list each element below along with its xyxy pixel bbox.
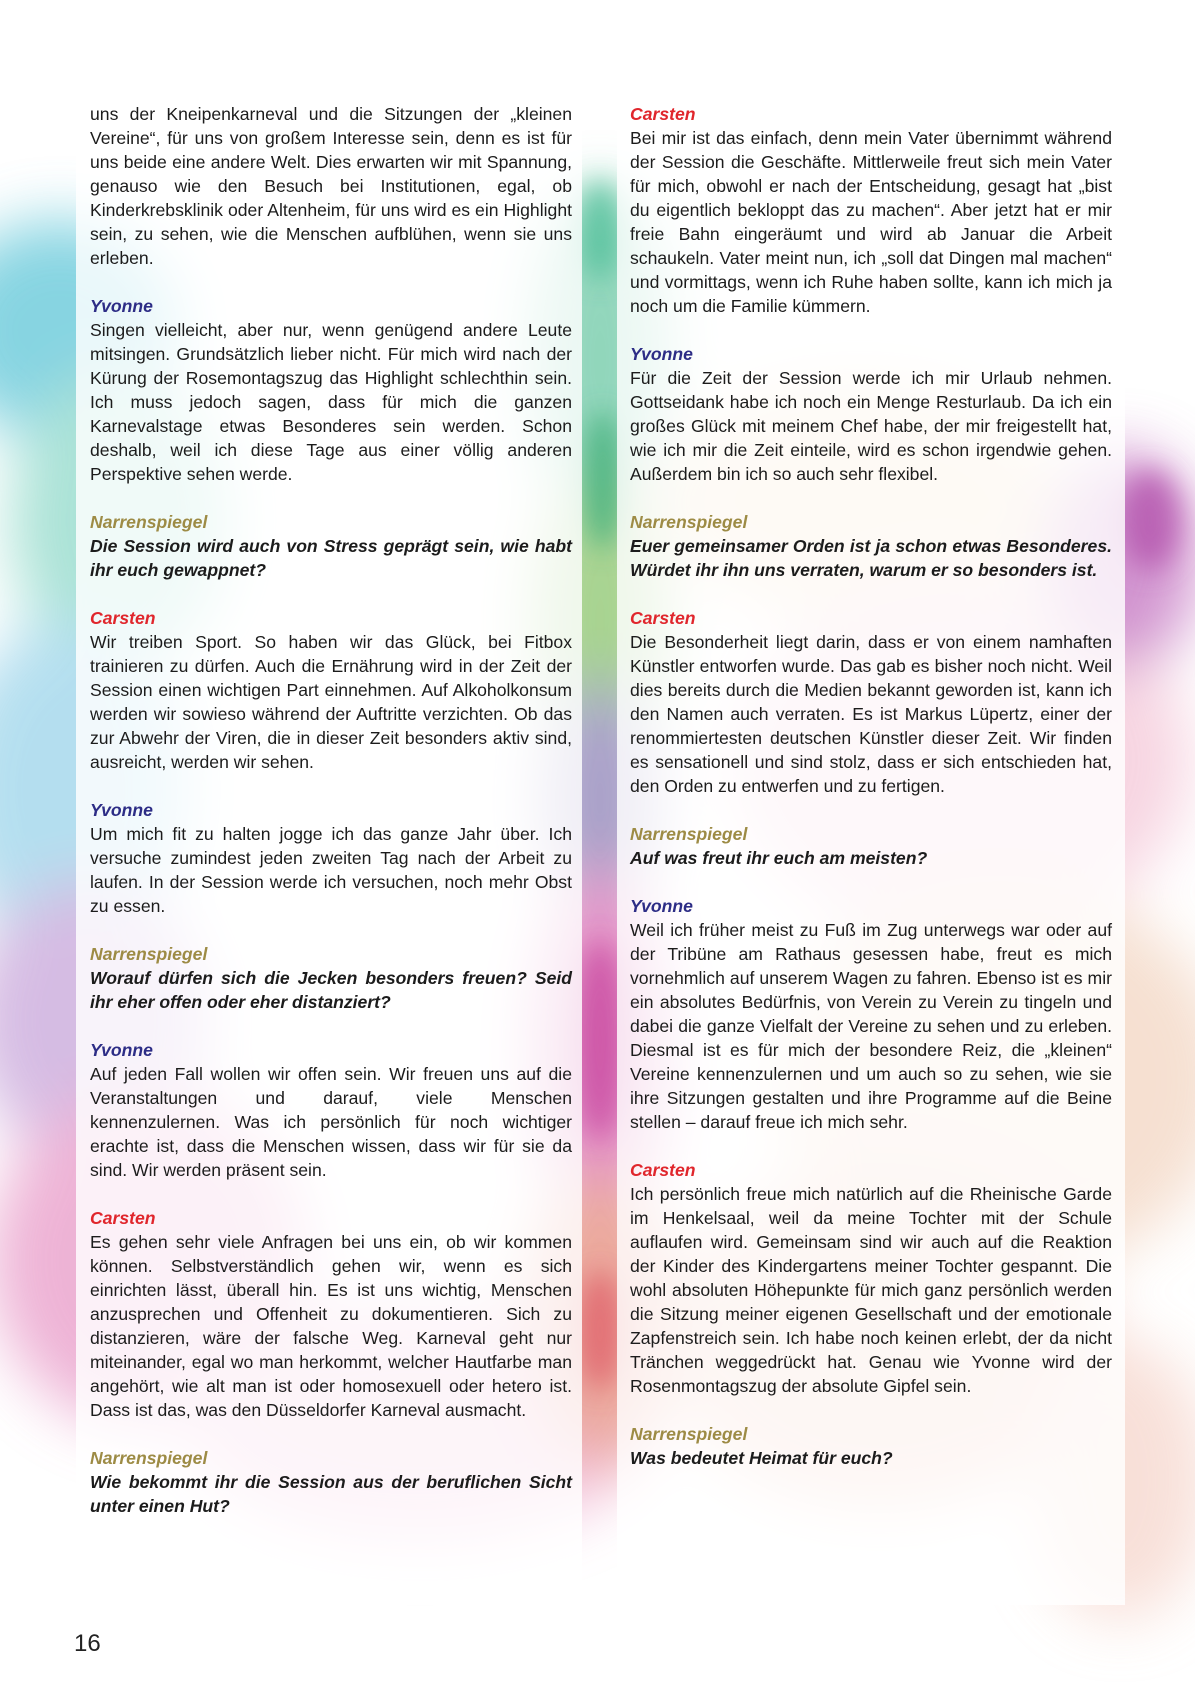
speaker-name: Narrenspiegel (630, 824, 748, 844)
speaker-name: Yvonne (630, 896, 693, 916)
question-text: Wie bekommt ihr die Session aus der beruflichen Sicht unter einen Hut? (90, 1472, 572, 1516)
answer-block (630, 606, 1112, 798)
right-column (630, 102, 1112, 1494)
answer-text: Um mich fit zu halten jogge ich das ganze Jahr über. Ich versuche zumindest jeden zweiten Tag nach der Arbeit zu laufen. In der Session werde ich versuchen, noch mehr Obst zu essen. (90, 824, 572, 916)
answer-block (90, 1038, 572, 1182)
speaker-name: Carsten (630, 104, 696, 124)
question-block (90, 510, 572, 582)
answer-text: Für die Zeit der Session werde ich mir Urlaub nehmen. Gottseidank habe ich noch ein Menge Resturlaub. Da ich ein großes Glück mit meinem Chef habe, der mir freigestellt hat, wie ich mir die Zeit einteile, wird es schon irgendwie gehen. Außerdem bin ich so auch sehr flexibel. (630, 368, 1112, 484)
paragraph-text: uns der Kneipenkarneval und die Sitzungen der „kleinen Vereine“, für uns von großem Interesse sein, denn es ist für uns beide eine andere Welt. Dies erwarten wir mit Spannung, genauso wie den Besuch bei Institutionen, egal, ob Kinderkrebsklinik oder Altenheim, für uns wird es ein Highlight sein, zu sehen, wie die Menschen aufblühen, wenn sie uns erleben. (90, 104, 572, 268)
speaker-name: Carsten (630, 1160, 696, 1180)
answer-text: Wir treiben Sport. So haben wir das Glück, bei Fitbox trainieren zu dürfen. Auch die Ernährung wird in der Zeit der Session einen wichtigen Part einnehmen. Auf Alkoholkonsum werden wir sowieso während der Auftritte verzichten. Ob das zur Abwehr der Viren, die in dieser Zeit besonders aktiv sind, ausreicht, werden wir sehen. (90, 632, 572, 772)
answer-block (630, 1158, 1112, 1398)
answer-text: Es gehen sehr viele Anfragen bei uns ein, ob wir kommen können. Selbstverständlich gehen wir, wenn es sich einrichten lässt, überall hin. Es ist uns wichtig, Menschen anzusprechen und Offenheit zu dokumentieren. Sich zu distanzieren, wäre der falsche Weg. Karneval geht nur miteinander, egal wo man herkommt, welcher Hautfarbe man angehört, wie alt man ist oder homosexuell oder hetero ist. Dass ist das, was den Düsseldorfer Karneval ausmacht. (90, 1232, 572, 1420)
answer-text: Weil ich früher meist zu Fuß im Zug unterwegs war oder auf der Tribüne am Rathaus gesessen habe, freut es mich vornehmlich auf unserem Wagen zu fahren. Ebenso ist es mir ein absolutes Bedürfnis, von Verein zu Verein zu tingeln und dabei die ganze Vielfalt der Vereine zu sehen und zu erleben. Diesmal ist es für mich der besondere Reiz, die „kleinen“ Vereine kennenzulernen und um auch so zu sehen, wie sie ihre Sitzungen gestalten und ihre Programme auf die Beine stellen – darauf freue ich mich sehr. (630, 920, 1112, 1132)
answer-block (90, 798, 572, 918)
question-text: Auf was freut ihr euch am meisten? (630, 848, 928, 868)
speaker-name: Yvonne (90, 1040, 153, 1060)
answer-text: Singen vielleicht, aber nur, wenn genügend andere Leute mitsingen. Grundsätzlich lieber nicht. Für mich wird nach der Kürung der Rosemontagszug das Highlight schlechthin sein. Ich muss jedoch sagen, dass für mich die ganzen Karnevalstage etwas Besonderes sein werden. Schon deshalb, weil ich diese Tage aus einer völlig anderen Perspektive sehen werde. (90, 320, 572, 484)
speaker-name: Yvonne (630, 344, 693, 364)
question-text: Die Session wird auch von Stress geprägt sein, wie habt ihr euch gewappnet? (90, 536, 572, 580)
speaker-name: Narrenspiegel (90, 1448, 208, 1468)
answer-text: Die Besonderheit liegt darin, dass er von einem namhaften Künstler entworfen wurde. Das gab es bisher noch nicht. Weil dies bereits durch die Medien bekannt geworden ist, kann ich den Namen auch verraten. Es ist Markus Lüpertz, einer der renommiertesten deutschen Künstler dieser Zeit. Wir finden es sensationell und sind stolz, dass er sich entschieden hat, den Orden zu entwerfen und zu fertigen. (630, 632, 1112, 796)
answer-text: Bei mir ist das einfach, denn mein Vater übernimmt während der Session die Geschäfte. Mittlerweile freut sich mein Vater für mich, obwohl er nach der Entscheidung, gesagt hat „bist du eigentlich bekloppt das zu machen“. Aber jetzt hat er mir freie Bahn eingeräumt und wird ab Januar die Arbeit schaukeln. Vater meint nun, ich „soll dat Dingen mal machen“ und vormittags, wenn ich Ruhe haben sollte, kann ich mich ja noch um die Familie kümmern. (630, 128, 1112, 316)
question-text: Was bedeutet Heimat für euch? (630, 1448, 893, 1468)
speaker-name: Narrenspiegel (90, 512, 208, 532)
speaker-name: Narrenspiegel (630, 1424, 748, 1444)
answer-block (630, 894, 1112, 1134)
question-text: Worauf dürfen sich die Jecken besonders freuen? Seid ihr eher offen oder eher distanziert? (90, 968, 572, 1012)
answer-block (630, 342, 1112, 486)
speaker-name: Yvonne (90, 296, 153, 316)
question-text: Euer gemeinsamer Orden ist ja schon etwas Besonderes. Würdet ihr ihn uns verraten, warum er so besonders ist. (630, 536, 1112, 580)
speaker-name: Narrenspiegel (90, 944, 208, 964)
question-block (90, 942, 572, 1014)
question-block (90, 1446, 572, 1518)
speaker-name: Carsten (90, 608, 156, 628)
question-block (630, 510, 1112, 582)
left-column (90, 102, 572, 1542)
intro-paragraph (90, 102, 572, 270)
speaker-name: Narrenspiegel (630, 512, 748, 532)
speaker-name: Carsten (90, 1208, 156, 1228)
question-block (630, 1422, 1112, 1470)
answer-block (90, 1206, 572, 1422)
speaker-name: Yvonne (90, 800, 153, 820)
answer-block (630, 102, 1112, 318)
page-number: 16 (74, 1630, 101, 1657)
question-block (630, 822, 1112, 870)
answer-block (90, 294, 572, 486)
answer-block (90, 606, 572, 774)
answer-text: Auf jeden Fall wollen wir offen sein. Wir freuen uns auf die Veranstaltungen und darauf, viele Menschen kennenzulernen. Was ich persönlich für noch wichtiger erachte ist, dass die Menschen wissen, dass wir für sie da sind. Wir werden präsent sein. (90, 1064, 572, 1180)
answer-text: Ich persönlich freue mich natürlich auf die Rheinische Garde im Henkelsaal, weil da meine Tochter mit der Schule auflaufen wird. Gemeinsam sind wir auch auf die Reaktion der Kinder des Kindergartens meiner Tochter gespannt. Die wohl absoluten Höhepunkte für mich ganz persönlich werden die Sitzung meiner eigenen Gesellschaft und der emotionale Zapfenstreich sein. Ich habe noch keinen erlebt, der da nicht Tränchen weggedrückt hat. Genau wie Yvonne wird der Rosenmontagszug der absolute Gipfel sein. (630, 1184, 1112, 1396)
speaker-name: Carsten (630, 608, 696, 628)
